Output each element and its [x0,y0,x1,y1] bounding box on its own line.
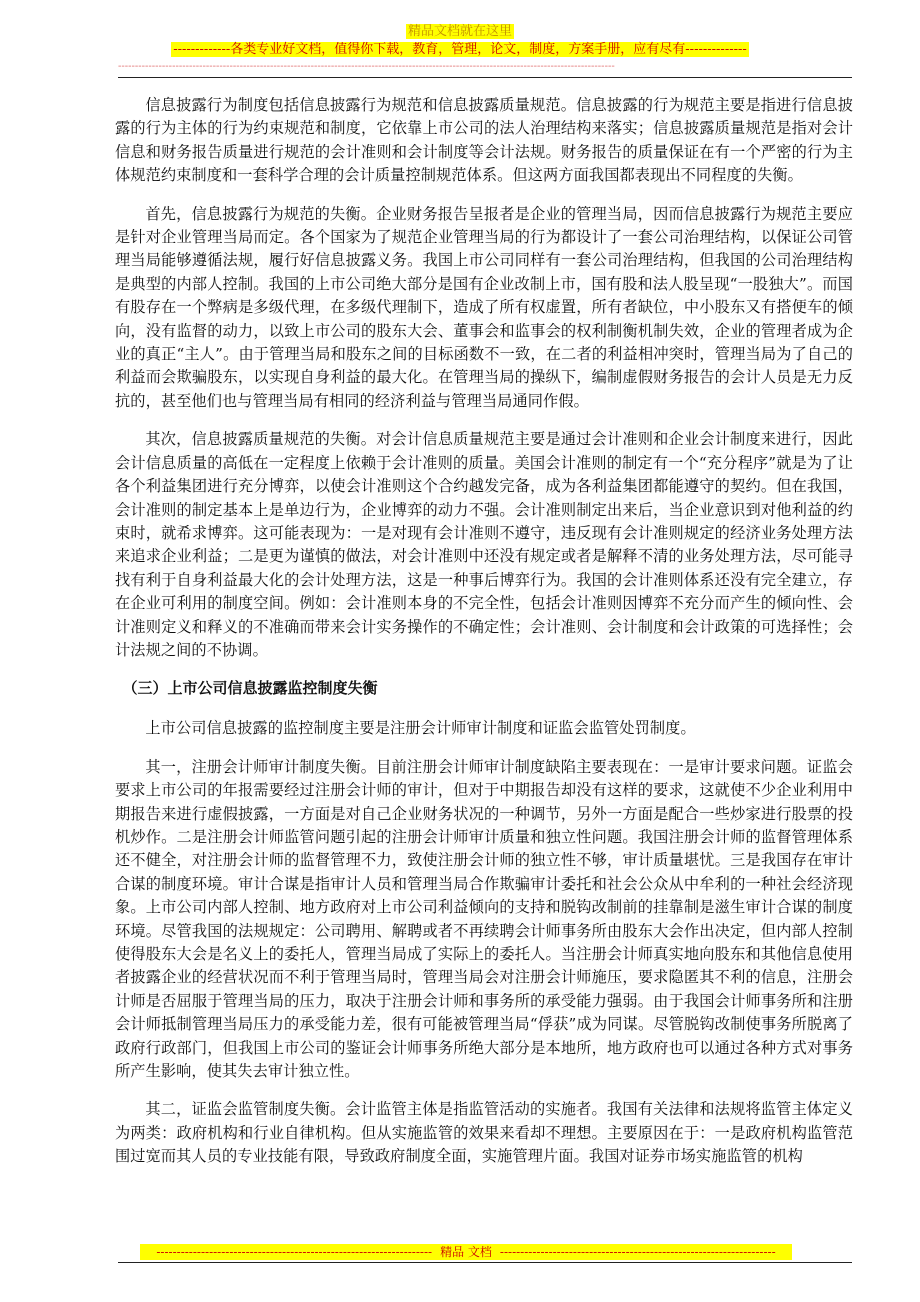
footer-rule [118,1262,852,1263]
paragraph: 首先，信息披露行为规范的失衡。企业财务报告呈报者是企业的管理当局，因而信息披露行为规范主要应是针对企业管理当局而定。各个国家为了规范企业管理当局的行为都设计了一套公司治理结构，以保证公司管理当局能够遵循法规，履行好信息披露义务。我国上市公司同样有一套公司治理结构，但我国的公司治理结构是典型的内部人控制。我国的上市公司绝大部分是国有企业改制上市，国有股和法人股呈现“一股独大”。而国有股存在一个弊病是多级代理，在多级代理制下，造成了所有权虚置，所有者缺位，中小股东又有搭便车的倾向，没有监督的动力，以致上市公司的股东大会、董事会和监事会的权利制衡机制失效，企业的管理者成为企业的真正“主人”。由于管理当局和股东之间的目标函数不一致，在二者的利益相冲突时，管理当局为了自己的利益而会欺骗股东，以实现自身利益的最大化。在管理当局的操纵下，编制虚假财务报告的会计人员是无力反抗的，甚至他们也与管理当局有相同的经济利益与管理当局通同作假。 [115,204,853,410]
paragraph: 其二，证监会监管制度失衡。会计监管主体是指监管活动的实施者。我国有关法律和法规将监管主体定义为两类：政府机构和行业自律机构。但从实施监管的效果来看却不理想。主要原因在于：一是政府机构监管范围过宽而其人员的专业技能有限，导致政府制度全面，实施管理片面。我国对证券市场实施监管的机构 [115,1100,853,1166]
footer-dashes-right: -------------------------------------------------------------------- [499,1245,776,1259]
header-title: 精品文档就在这里 [407,24,512,39]
footer-dashes-left: -------------------------------------------------------------------- [156,1245,433,1259]
document-body [115,94,853,1184]
paragraph: 其一，注册会计师审计制度失衡。目前注册会计师审计制度缺陷主要表现在：一是审计要求问题。证监会要求上市公司的年报需要经过注册会计师的审计，但对于中期报告却没有这样的要求，这就使不少企业利用中期报告来进行虚假披露，一方面是对自己企业财务状况的一种调节，另外一方面是配合一些炒家进行股票的投机炒作。二是注册会计师监管问题引起的注册会计师审计质量和独立性问题。我国注册会计师的监督管理体系还不健全，对注册会计师的监督管理不力，致使注册会计师的独立性不够，审计质量堪忧。三是我国存在审计合谋的制度环境。审计合谋是指审计人员和管理当局合作欺骗审计委托和社会公众从中牟利的一种社会经济现象。上市公司内部人控制、地方政府对上市公司利益倾向的支持和脱钩改制前的挂靠制是滋生审计合谋的制度环境。尽管我国的法规规定：公司聘用、解聘或者不再续聘会计师事务所由股东大会作出决定，但内部人控制使得股东大会是名义上的委托人，管理当局成了实际上的委托人。当注册会计师真实地向股东和其他信息使用者披露企业的经营状况而不利于管理当局时，管理当局会对注册会计师施压，要求隐匿其不利的信息，注册会计师是否屈服于管理当局的压力，取决于注册会计师和事务所的承受能力强弱。由于我国会计师事务所和注册会计师抵制管理当局压力的承受能力差，很有可能被管理当局“俘获”成为同谋。尽管脱钩改制使事务所脱离了政府行政部门，但我国上市公司的鉴证会计师事务所绝大部分是本地所，地方政府也可以通过各种方式对事务所产生影响，使其失去审计独立性。 [115,757,853,1081]
header-dashed-line: --------------------------------------------------------------------------------------------------------------------------------------------------- [118,62,615,72]
paragraph: 上市公司信息披露的监控制度主要是注册会计师审计制度和证监会监管处罚制度。 [145,719,696,738]
footer-banner [140,1244,792,1260]
header-subtitle: -------------各类专业好文档，值得你下载，教育，管理，论文，制度，方案手册，应有尽有-------------- [173,42,747,57]
header-rule [118,77,852,78]
paragraph: 其次，信息披露质量规范的失衡。对会计信息质量规范主要是通过会计准则和企业会计制度来进行，因此会计信息质量的高低在一定程度上依赖于会计准则的质量。美国会计准则的制定有一个“充分程序”就是为了让各个利益集团进行充分博弈，以使会计准则这个合约越发完备，成为各利益集团都能遵守的契约。但在我国，会计准则的制定基本上是单边行为，企业博弈的动力不强。会计准则制定出来后，当企业意识到对他利益的约束时，就希求博弈。这可能表现为：一是对现有会计准则不遵守，违反现有会计准则规定的经济业务处理方法来追求企业利益；二是更为谨慎的做法，对会计准则中还没有规定或者是解释不清的业务处理方法，尽可能寻找有利于自身利益最大化的会计处理方法，这是一种事后博弈行为。我国的会计准则体系还没有完全建立，存在企业可利用的制度空间。例如：会计准则本身的不完全性，包括会计准则因博弈不充分而产生的倾向性、会计准则定义和释义的不准确而带来会计实务操作的不确定性；会计准则、会计制度和会计政策的可选择性；会计法规之间的不协调。 [115,430,853,659]
footer-label: 精品 文档 [440,1245,492,1259]
paragraph: 信息披露行为制度包括信息披露行为规范和信息披露质量规范。信息披露的行为规范主要是指进行信息披露的行为主体的行为约束规范和制度，它依靠上市公司的法人治理结构来落实；信息披露质量规范是指对会计信息和财务报告质量进行规范的会计准则和会计制度等会计法规。财务报告的质量保证在有一个严密的行为主体规范约束制度和一套科学合理的会计质量控制规范体系。但这两方面我国都表现出不同程度的失衡。 [115,96,853,185]
section-heading: （三）上市公司信息披露监控制度失衡 [122,679,378,698]
